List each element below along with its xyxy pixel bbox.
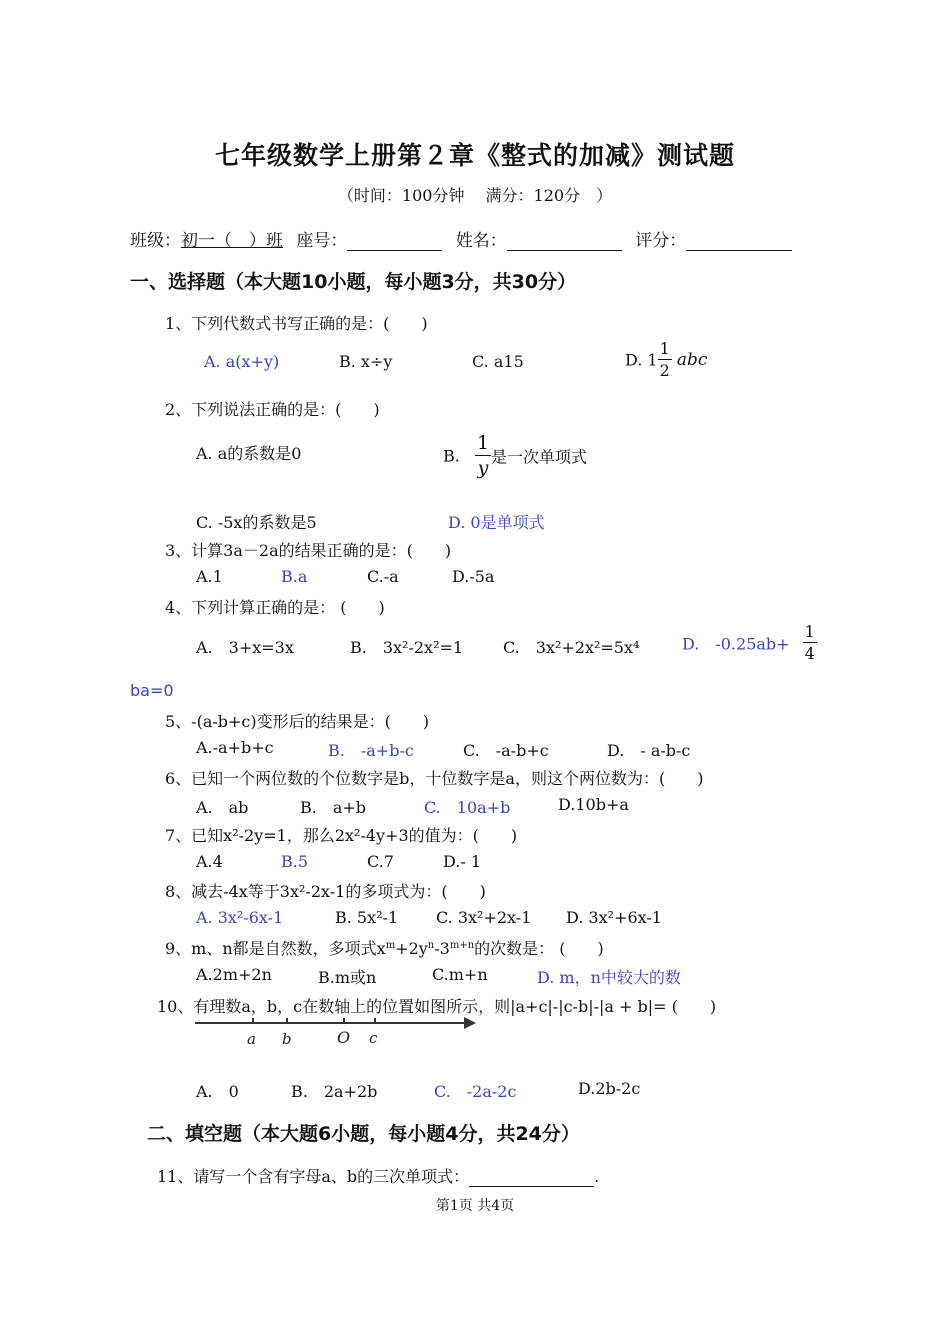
- q6-option-c: C. 10a+b: [424, 798, 511, 817]
- q2-option-c: C. -5x的系数是5: [196, 513, 317, 532]
- seat-label: 座号：: [296, 231, 348, 251]
- seat-blank[interactable]: [347, 232, 442, 251]
- q4-option-d-continued: ba=0: [130, 681, 174, 700]
- q9-stem-suffix: 的次数是： ( ): [474, 939, 604, 958]
- q4-d-fraction: [803, 624, 817, 662]
- q3-option-a: A.1: [196, 567, 223, 586]
- number-line-diagram: [190, 1012, 490, 1052]
- q2-b-suffix: 是一次单项式: [491, 447, 588, 467]
- number-line-arrow: [464, 1017, 476, 1029]
- page-title: 七年级数学上册第２章《整式的加减》测试题: [214, 141, 735, 170]
- q4-option-d: [682, 624, 817, 662]
- q2-option-d: D. 0是单项式: [448, 513, 545, 532]
- class-label: 班级：: [130, 231, 181, 251]
- class-value: 初一（ ）班: [181, 231, 283, 251]
- q1-option-b: B. x÷y: [339, 352, 393, 371]
- q6-option-d: D.10b+a: [558, 795, 629, 814]
- q8-option-c: C. 3x²+2x-1: [436, 908, 532, 927]
- q3-option-d: D.-5a: [452, 567, 495, 586]
- q9-stem-prefix: 9、m、n都是自然数，多项式x: [165, 939, 386, 958]
- q7-option-c: C.7: [367, 852, 394, 871]
- q3-option-b: B.a: [281, 567, 308, 586]
- q6-option-a: A. ab: [196, 798, 249, 817]
- question-8-stem: 8、减去-4x等于3x²-2x-1的多项式为：( ): [165, 882, 486, 901]
- q9-stem-mid: +2y: [395, 939, 428, 958]
- q1-d-numerator: 1: [659, 339, 670, 358]
- label-origin: O: [337, 1028, 351, 1047]
- student-info-row: [130, 226, 792, 251]
- exam-info: （时间：100分钟 满分：120分 ）: [337, 186, 613, 205]
- q9-exponent-n: n: [427, 940, 435, 951]
- q10-option-a: A. 0: [196, 1082, 239, 1101]
- q4-option-a: A. 3+x=3x: [196, 638, 294, 657]
- q8-option-d: D. 3x²+6x-1: [566, 908, 662, 927]
- q1-d-fraction: [658, 341, 672, 379]
- q5-option-b: B. -a+b-c: [328, 741, 414, 760]
- q5-option-a: A.-a+b+c: [196, 738, 274, 757]
- q8-option-b: B. 5x²-1: [335, 908, 399, 927]
- q2-option-a: A. a的系数是0: [196, 444, 302, 463]
- q3-option-c: C.-a: [367, 567, 399, 586]
- q5-option-d: D. - a-b-c: [607, 741, 691, 760]
- name-label: 姓名：: [455, 231, 507, 251]
- q4-d-numerator: 1: [804, 622, 815, 641]
- q8-option-a: A. 3x²-6x-1: [196, 908, 284, 927]
- question-5-stem: 5、-(a-b+c)变形后的结果是：( ): [165, 712, 430, 731]
- q4-d-prefix: D. -0.25ab+: [682, 634, 790, 654]
- q9-exponent-m: m: [385, 940, 396, 951]
- q2-b-numerator: 1: [476, 432, 490, 454]
- q1-option-a: A. a(x+y): [204, 352, 280, 371]
- q9-option-d: D. m，n中较大的数: [537, 968, 681, 987]
- question-11: [157, 1164, 599, 1187]
- label-b: b: [282, 1030, 292, 1048]
- q10-option-d: D.2b-2c: [578, 1079, 641, 1098]
- label-a: a: [247, 1030, 256, 1048]
- question-2-stem: 2、下列说法正确的是：( ): [165, 400, 380, 419]
- q2-b-fraction: [475, 434, 491, 478]
- score-blank[interactable]: [686, 232, 792, 251]
- q9-option-a: A.2m+2n: [196, 965, 272, 984]
- question-7-stem: 7、已知x²-2y=1，那么2x²-4y+3的值为：( ): [165, 826, 518, 845]
- page-number: 第1页 共4页: [435, 1198, 515, 1214]
- q9-option-b: B.m或n: [318, 968, 377, 987]
- q2-b-prefix: B.: [443, 446, 460, 466]
- q10-option-b: B. 2a+2b: [291, 1082, 378, 1101]
- q7-option-a: A.4: [196, 852, 223, 871]
- label-c: c: [369, 1029, 378, 1047]
- q4-option-b: B. 3x²-2x²=1: [350, 638, 464, 657]
- q4-option-c: C. 3x²+2x²=5x⁴: [503, 638, 640, 657]
- section-2-title: 二、填空题（本大题6小题，每小题4分，共24分）: [147, 1123, 580, 1145]
- q11-answer-blank[interactable]: [469, 1168, 594, 1187]
- q5-option-c: C. -a-b+c: [463, 741, 549, 760]
- score-label: 评分：: [635, 231, 687, 251]
- section-1-title: 一、选择题（本大题10小题，每小题3分，共30分）: [130, 271, 577, 293]
- q2-b-denominator: y: [477, 457, 489, 479]
- q9-exponent-mn: m+n: [449, 940, 475, 951]
- q6-option-b: B. a+b: [300, 798, 367, 817]
- q1-d-prefix: D. 1: [625, 350, 658, 370]
- q7-option-b: B.5: [281, 852, 309, 871]
- q1-d-variable: abc: [676, 350, 708, 370]
- q11-end: .: [594, 1167, 600, 1186]
- question-9-stem: [165, 936, 604, 959]
- question-3-stem: 3、计算3a－2a的结果正确的是：( ): [165, 541, 452, 560]
- question-6-stem: 6、已知一个两位数的个位数字是b，十位数字是a，则这个两位数为：( ): [165, 769, 704, 788]
- q4-d-denominator: 4: [804, 644, 815, 663]
- q1-d-denominator: 2: [659, 361, 670, 380]
- question-1-stem: 1、下列代数式书写正确的是：( ): [165, 314, 428, 333]
- q2-option-b: [443, 434, 587, 478]
- q1-option-d: [625, 341, 707, 379]
- question-11-stem: 11、请写一个含有字母a、b的三次单项式：: [157, 1167, 470, 1186]
- q7-option-d: D.- 1: [443, 852, 482, 871]
- q1-option-c: C. a15: [472, 352, 524, 371]
- q9-option-c: C.m+n: [432, 965, 488, 984]
- q9-stem-mid2: -3: [434, 939, 450, 958]
- name-blank[interactable]: [507, 232, 622, 251]
- question-4-stem: 4、下列计算正确的是： ( ): [165, 598, 385, 617]
- q10-option-c: C. -2a-2c: [434, 1082, 517, 1101]
- question-10-stem: 10、有理数a，b，c在数轴上的位置如图所示，则|a+c|-|c-b|-|a + b|= ( ): [157, 997, 717, 1016]
